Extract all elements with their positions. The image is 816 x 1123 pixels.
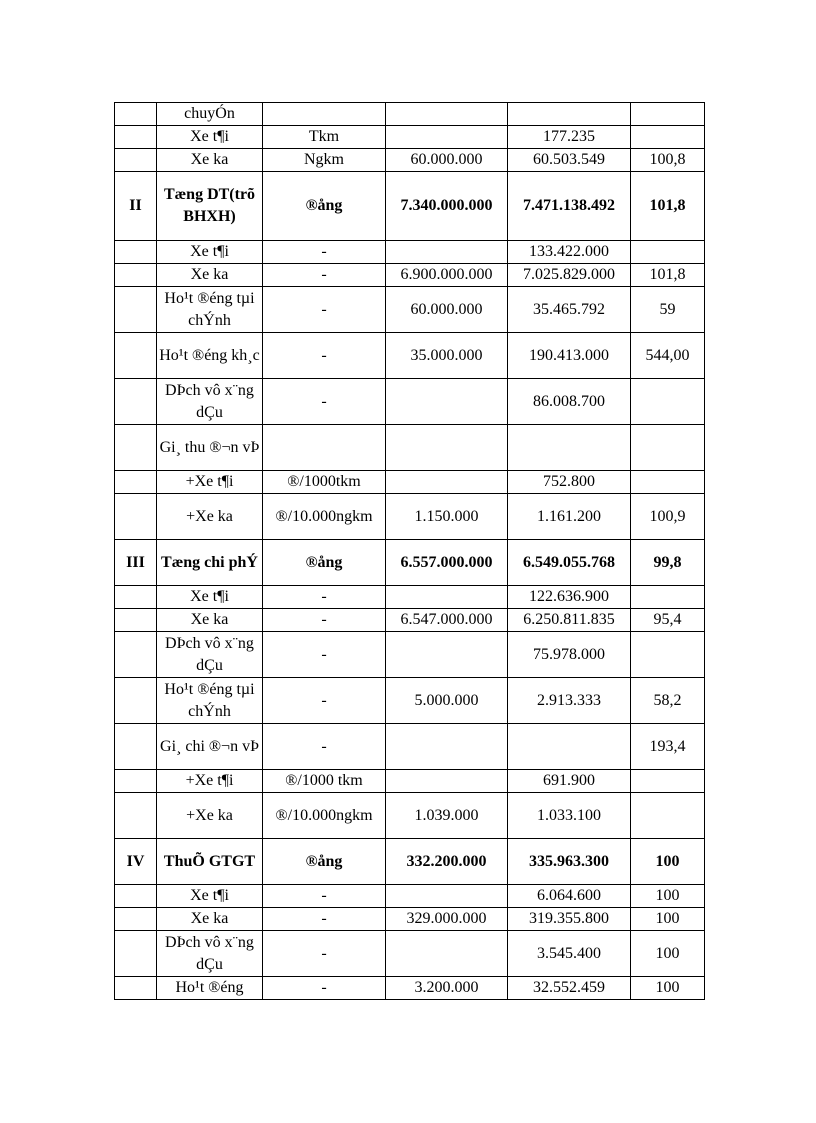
actual-value-cell: 3.545.400	[508, 931, 631, 977]
table-row	[115, 793, 705, 839]
row-number-cell	[115, 908, 157, 931]
table-row	[115, 540, 705, 586]
table-row	[115, 908, 705, 931]
item-name-cell: +Xe ka	[157, 494, 263, 540]
actual-value-cell: 1.033.100	[508, 793, 631, 839]
actual-value-cell: 752.800	[508, 471, 631, 494]
item-name-cell: ThuÕ GTGT	[157, 839, 263, 885]
row-number-cell	[115, 793, 157, 839]
row-number-cell	[115, 609, 157, 632]
percent-cell: 58,2	[631, 678, 705, 724]
percent-cell	[631, 793, 705, 839]
actual-value-cell: 1.161.200	[508, 494, 631, 540]
unit-cell: Tkm	[263, 126, 386, 149]
table-row	[115, 126, 705, 149]
unit-cell: -	[263, 264, 386, 287]
row-number-cell	[115, 126, 157, 149]
row-number-cell	[115, 977, 157, 1000]
actual-value-cell: 60.503.549	[508, 149, 631, 172]
actual-value-cell: 2.913.333	[508, 678, 631, 724]
row-number-cell	[115, 724, 157, 770]
plan-value-cell: 1.150.000	[386, 494, 508, 540]
table-row	[115, 724, 705, 770]
plan-value-cell	[386, 379, 508, 425]
actual-value-cell: 7.471.138.492	[508, 172, 631, 241]
actual-value-cell: 691.900	[508, 770, 631, 793]
unit-cell: ®ång	[263, 540, 386, 586]
row-number-cell	[115, 103, 157, 126]
plan-value-cell: 329.000.000	[386, 908, 508, 931]
plan-value-cell: 332.200.000	[386, 839, 508, 885]
actual-value-cell	[508, 425, 631, 471]
unit-cell: -	[263, 908, 386, 931]
unit-cell: ®ång	[263, 839, 386, 885]
item-name-cell: Gi¸ chi ®¬n vÞ	[157, 724, 263, 770]
actual-value-cell	[508, 724, 631, 770]
table-row	[115, 287, 705, 333]
actual-value-cell	[508, 103, 631, 126]
row-number-cell	[115, 149, 157, 172]
unit-cell: -	[263, 632, 386, 678]
row-number-cell	[115, 333, 157, 379]
unit-cell: ®ång	[263, 172, 386, 241]
row-number-cell: IV	[115, 839, 157, 885]
item-name-cell: Ho¹t ®éng tµi chÝnh	[157, 678, 263, 724]
percent-cell: 99,8	[631, 540, 705, 586]
actual-value-cell: 319.355.800	[508, 908, 631, 931]
actual-value-cell: 86.008.700	[508, 379, 631, 425]
item-name-cell: Ho¹t ®éng	[157, 977, 263, 1000]
row-number-cell	[115, 885, 157, 908]
row-number-cell	[115, 632, 157, 678]
table-row	[115, 609, 705, 632]
percent-cell: 100	[631, 931, 705, 977]
item-name-cell: Tæng chi phÝ	[157, 540, 263, 586]
item-name-cell: DÞch vô x¨ng dÇu	[157, 632, 263, 678]
unit-cell: -	[263, 379, 386, 425]
table-row	[115, 494, 705, 540]
plan-value-cell	[386, 126, 508, 149]
unit-cell: -	[263, 885, 386, 908]
plan-value-cell	[386, 724, 508, 770]
percent-cell: 544,00	[631, 333, 705, 379]
unit-cell	[263, 425, 386, 471]
row-number-cell	[115, 678, 157, 724]
plan-value-cell: 35.000.000	[386, 333, 508, 379]
unit-cell: -	[263, 287, 386, 333]
actual-value-cell: 32.552.459	[508, 977, 631, 1000]
table-row	[115, 425, 705, 471]
plan-value-cell	[386, 241, 508, 264]
item-name-cell: +Xe t¶i	[157, 770, 263, 793]
row-number-cell	[115, 471, 157, 494]
unit-cell	[263, 103, 386, 126]
unit-cell: -	[263, 586, 386, 609]
table-row	[115, 103, 705, 126]
row-number-cell	[115, 425, 157, 471]
plan-value-cell	[386, 632, 508, 678]
percent-cell	[631, 425, 705, 471]
row-number-cell: III	[115, 540, 157, 586]
row-number-cell	[115, 287, 157, 333]
plan-value-cell: 6.900.000.000	[386, 264, 508, 287]
plan-value-cell: 60.000.000	[386, 149, 508, 172]
table-row	[115, 172, 705, 241]
actual-value-cell: 122.636.900	[508, 586, 631, 609]
item-name-cell: Xe t¶i	[157, 586, 263, 609]
item-name-cell: Xe t¶i	[157, 126, 263, 149]
item-name-cell: Ho¹t ®éng kh¸c	[157, 333, 263, 379]
percent-cell: 59	[631, 287, 705, 333]
item-name-cell: chuyÓn	[157, 103, 263, 126]
row-number-cell	[115, 586, 157, 609]
row-number-cell	[115, 379, 157, 425]
percent-cell	[631, 126, 705, 149]
item-name-cell: Tæng DT(trõ BHXH)	[157, 172, 263, 241]
actual-value-cell: 7.025.829.000	[508, 264, 631, 287]
table-row	[115, 931, 705, 977]
table-row	[115, 241, 705, 264]
row-number-cell	[115, 770, 157, 793]
table-row	[115, 379, 705, 425]
item-name-cell: DÞch vô x¨ng dÇu	[157, 379, 263, 425]
percent-cell	[631, 770, 705, 793]
table-row	[115, 149, 705, 172]
percent-cell: 100	[631, 885, 705, 908]
plan-value-cell: 7.340.000.000	[386, 172, 508, 241]
plan-value-cell: 6.557.000.000	[386, 540, 508, 586]
item-name-cell: Xe ka	[157, 908, 263, 931]
table-row	[115, 333, 705, 379]
plan-value-cell	[386, 103, 508, 126]
percent-cell	[631, 241, 705, 264]
table-row	[115, 471, 705, 494]
actual-value-cell: 75.978.000	[508, 632, 631, 678]
item-name-cell: DÞch vô x¨ng dÇu	[157, 931, 263, 977]
table-row	[115, 770, 705, 793]
table-row	[115, 586, 705, 609]
percent-cell	[631, 586, 705, 609]
item-name-cell: Xe t¶i	[157, 241, 263, 264]
percent-cell: 101,8	[631, 172, 705, 241]
unit-cell: -	[263, 241, 386, 264]
plan-value-cell	[386, 770, 508, 793]
unit-cell: ®/1000 tkm	[263, 770, 386, 793]
actual-value-cell: 6.064.600	[508, 885, 631, 908]
item-name-cell: Xe ka	[157, 149, 263, 172]
percent-cell	[631, 471, 705, 494]
row-number-cell	[115, 241, 157, 264]
actual-value-cell: 35.465.792	[508, 287, 631, 333]
unit-cell: ®/10.000ngkm	[263, 793, 386, 839]
percent-cell: 100	[631, 908, 705, 931]
item-name-cell: Xe t¶i	[157, 885, 263, 908]
percent-cell: 193,4	[631, 724, 705, 770]
item-name-cell: +Xe ka	[157, 793, 263, 839]
item-name-cell: Xe ka	[157, 609, 263, 632]
percent-cell: 95,4	[631, 609, 705, 632]
table-row	[115, 632, 705, 678]
percent-cell	[631, 379, 705, 425]
actual-value-cell: 190.413.000	[508, 333, 631, 379]
plan-value-cell: 6.547.000.000	[386, 609, 508, 632]
item-name-cell: +Xe t¶i	[157, 471, 263, 494]
percent-cell: 100,9	[631, 494, 705, 540]
unit-cell: -	[263, 724, 386, 770]
actual-value-cell: 335.963.300	[508, 839, 631, 885]
percent-cell: 100	[631, 839, 705, 885]
unit-cell: ®/10.000ngkm	[263, 494, 386, 540]
table-row	[115, 264, 705, 287]
table-row	[115, 678, 705, 724]
unit-cell: -	[263, 333, 386, 379]
table-row	[115, 839, 705, 885]
row-number-cell: II	[115, 172, 157, 241]
report-table	[114, 102, 705, 1000]
percent-cell: 101,8	[631, 264, 705, 287]
row-number-cell	[115, 494, 157, 540]
unit-cell: -	[263, 931, 386, 977]
table-row	[115, 977, 705, 1000]
unit-cell: -	[263, 609, 386, 632]
plan-value-cell	[386, 586, 508, 609]
plan-value-cell: 5.000.000	[386, 678, 508, 724]
item-name-cell: Xe ka	[157, 264, 263, 287]
plan-value-cell: 3.200.000	[386, 977, 508, 1000]
percent-cell: 100	[631, 977, 705, 1000]
plan-value-cell	[386, 885, 508, 908]
item-name-cell: Ho¹t ®éng tµi chÝnh	[157, 287, 263, 333]
percent-cell: 100,8	[631, 149, 705, 172]
report-table-body	[115, 103, 705, 1000]
actual-value-cell: 6.250.811.835	[508, 609, 631, 632]
plan-value-cell: 1.039.000	[386, 793, 508, 839]
unit-cell: -	[263, 678, 386, 724]
plan-value-cell: 60.000.000	[386, 287, 508, 333]
percent-cell	[631, 103, 705, 126]
item-name-cell: Gi¸ thu ®¬n vÞ	[157, 425, 263, 471]
unit-cell: -	[263, 977, 386, 1000]
plan-value-cell	[386, 471, 508, 494]
row-number-cell	[115, 264, 157, 287]
unit-cell: Ngkm	[263, 149, 386, 172]
actual-value-cell: 133.422.000	[508, 241, 631, 264]
actual-value-cell: 6.549.055.768	[508, 540, 631, 586]
plan-value-cell	[386, 931, 508, 977]
actual-value-cell: 177.235	[508, 126, 631, 149]
plan-value-cell	[386, 425, 508, 471]
row-number-cell	[115, 931, 157, 977]
unit-cell: ®/1000tkm	[263, 471, 386, 494]
percent-cell	[631, 632, 705, 678]
table-row	[115, 885, 705, 908]
